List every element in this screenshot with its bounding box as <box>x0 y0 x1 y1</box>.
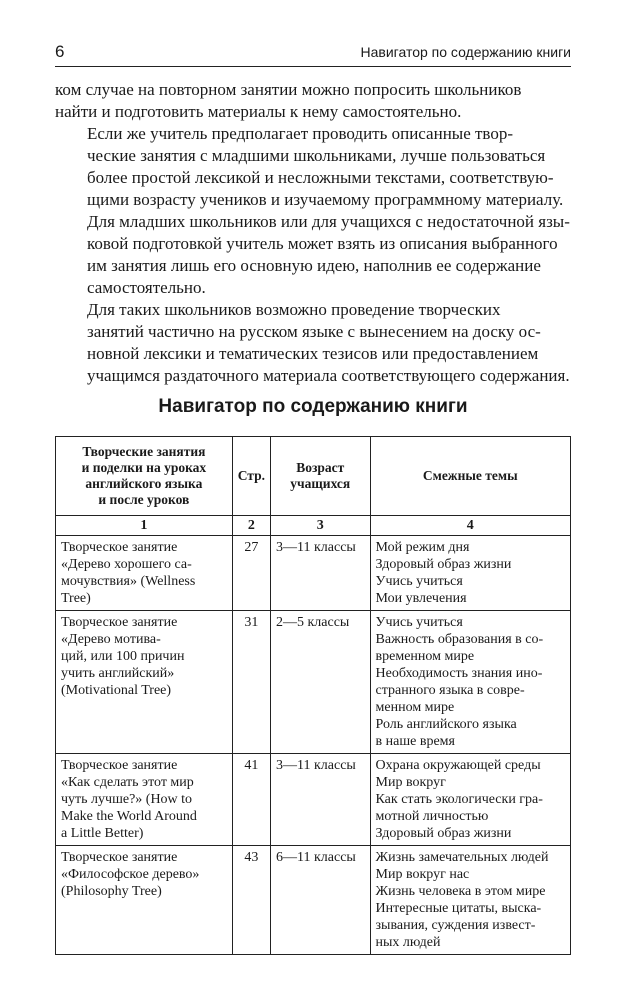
text-line: ковой подготовкой учитель может взять из описания выбранного <box>87 234 558 253</box>
text-line: самостоятельно. <box>87 278 206 297</box>
activity-cell: Творческое занятие «Дерево хорошего са- мочувствия» (Wellness Tree) <box>56 536 233 611</box>
column-number: 4 <box>370 516 570 536</box>
activity-cell: Творческое занятие «Как сделать этот мир чуть лучше?» (How to Make the World Around a Little Better) <box>56 754 233 846</box>
page-cell: 27 <box>232 536 270 611</box>
running-title: Навигатор по содержанию книги <box>360 44 571 60</box>
topics-cell: Охрана окружающей среды Мир вокруг Как стать экологически гра- мотной личностью Здоровый образ жизни <box>370 754 570 846</box>
text-line: более простой лексикой и несложными текстами, соответствую- <box>87 168 554 187</box>
topics-cell: Учись учиться Важность образования в со- временном мире Необходимость знания ино- странного языка в совре- менном мире Роль английского языка в наше время <box>370 611 570 754</box>
text-line: занятий частично на русском языке с вынесением на доску ос- <box>87 322 541 341</box>
page-number: 6 <box>55 42 65 61</box>
table-header-row <box>56 437 571 516</box>
header-activity: Творческие занятия и поделки на уроках английского языка и после уроков <box>56 437 233 516</box>
activity-cell: Творческое занятие «Дерево мотива- ций, или 100 причин учить английский» (Motivational Tree) <box>56 611 233 754</box>
age-cell: 3—11 классы <box>271 754 371 846</box>
header-topics: Смежные темы <box>370 437 570 516</box>
header-page: Стр. <box>232 437 270 516</box>
text-line: щими возрасту учеников и изучаемому программному материалу. <box>87 190 564 209</box>
paragraph <box>55 123 571 299</box>
activity-cell: Творческое занятие «Философское дерево» (Philosophy Tree) <box>56 846 233 955</box>
table-row <box>56 754 571 846</box>
page-cell: 41 <box>232 754 270 846</box>
text-line: Если же учитель предполагает проводить описанные твор- <box>87 124 514 143</box>
text-line: им занятия лишь его основную идею, наполнив ее содержание <box>87 256 541 275</box>
body-text <box>55 79 571 387</box>
column-number-row <box>56 516 571 536</box>
paragraph <box>55 299 571 387</box>
section-title: Навигатор по содержанию книги <box>158 396 468 417</box>
age-cell: 3—11 классы <box>271 536 371 611</box>
header-age: Возраст учащихся <box>271 437 371 516</box>
text-line: ком случае на повторном занятии можно попросить школьников <box>55 80 522 99</box>
column-number: 1 <box>56 516 233 536</box>
age-cell: 6—11 классы <box>271 846 371 955</box>
text-line: ческие занятия с младшими школьниками, лучше пользоваться <box>87 146 546 165</box>
column-number: 3 <box>271 516 371 536</box>
page-cell: 43 <box>232 846 270 955</box>
table-row <box>56 536 571 611</box>
table-row <box>56 611 571 754</box>
navigator-table <box>55 436 571 955</box>
text-line: найти и подготовить материалы к нему самостоятельно. <box>55 102 462 121</box>
text-line: Для младших школьников или для учащихся с недостаточной язы- <box>87 212 570 231</box>
column-number: 2 <box>232 516 270 536</box>
age-cell: 2—5 классы <box>271 611 371 754</box>
topics-cell: Жизнь замечательных людей Мир вокруг нас Жизнь человека в этом мире Интересные цитаты, выска- зывания, суждения извест- ных людей <box>370 846 570 955</box>
text-line: новной лексики и тематических тезисов или предоставлением <box>87 344 539 363</box>
table-row <box>56 846 571 955</box>
page-cell: 31 <box>232 611 270 754</box>
paragraph <box>55 79 571 123</box>
running-header <box>55 40 571 67</box>
text-line: Для таких школьников возможно проведение творческих <box>87 300 501 319</box>
text-line: учащимся раздаточного материала соответствующего содержания. <box>87 366 570 385</box>
topics-cell: Мой режим дня Здоровый образ жизни Учись учиться Мои увлечения <box>370 536 570 611</box>
